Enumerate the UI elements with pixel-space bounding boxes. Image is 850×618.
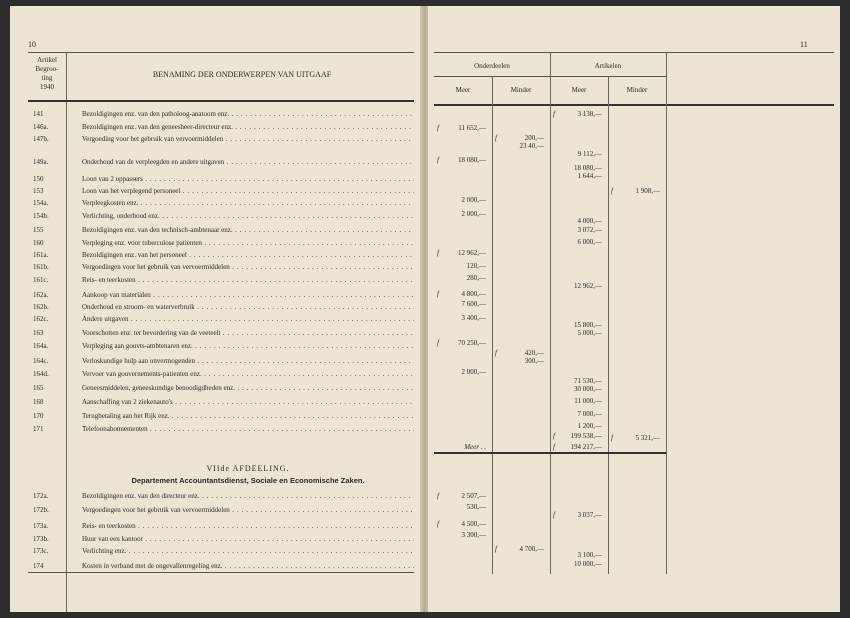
article-number: 174 bbox=[33, 562, 44, 570]
amount-value: 120,— bbox=[466, 262, 486, 270]
header-bottom-rule-right bbox=[434, 104, 834, 106]
expense-description: Verloskundige hulp aan onvermogenden . . . bbox=[82, 357, 414, 366]
amount-value: 2 507,— bbox=[461, 492, 486, 500]
amount-value: 5 321,— bbox=[635, 434, 660, 442]
amount-value: 3 037,— bbox=[577, 511, 602, 519]
amount-value: 4 700,— bbox=[519, 545, 544, 553]
article-number: 149a. bbox=[33, 158, 49, 166]
amount-value: 2 000,— bbox=[461, 210, 486, 218]
amount-value: 7 000,— bbox=[577, 410, 602, 418]
expense-description: Bezoldigingen enz. van het personeel . . . bbox=[82, 251, 414, 260]
currency-symbol: f bbox=[437, 124, 439, 132]
col-line bbox=[666, 52, 667, 574]
onderdeelen-header: Onderdeelen bbox=[474, 62, 510, 70]
article-number: 141 bbox=[33, 110, 44, 118]
expense-description: Telefoonabonnementen . . . bbox=[82, 425, 414, 434]
article-number: 163 bbox=[33, 329, 44, 337]
amount-value: 5 000,— bbox=[577, 329, 602, 337]
article-number: 164c. bbox=[33, 357, 49, 365]
expense-description: Geneesmiddelen, geneeskundige benoodigdheden enz. . . . bbox=[82, 384, 414, 393]
article-number: 168 bbox=[33, 398, 44, 406]
bottom-rule bbox=[28, 572, 414, 573]
left-page bbox=[10, 6, 422, 612]
amount-value: 3 100,— bbox=[577, 551, 602, 559]
article-number: 162b. bbox=[33, 303, 49, 311]
col-artikel-line: Artikel bbox=[37, 56, 57, 64]
expense-description: Onderhoud van de verpleegden en andere uitgaven . . . bbox=[82, 158, 414, 167]
expense-description: Verpleging aan gouvts-ambtenaren enz. . . . bbox=[82, 342, 414, 351]
currency-symbol: f bbox=[495, 545, 497, 553]
amount-value: 18 080,— bbox=[574, 164, 602, 172]
col-artikel-line: Begroo- bbox=[35, 65, 59, 73]
amount-value: 3 138,— bbox=[577, 110, 602, 118]
meer-header-2: Meer bbox=[571, 86, 587, 94]
currency-symbol: f bbox=[495, 134, 497, 142]
article-number: 147b. bbox=[33, 135, 49, 143]
article-number: 173a. bbox=[33, 522, 49, 530]
article-number: 173c. bbox=[33, 547, 49, 555]
currency-symbol: f bbox=[437, 156, 439, 164]
minder-header-1: Minder bbox=[510, 86, 532, 94]
amount-value: 4 000,— bbox=[577, 217, 602, 225]
amount-value: 12 962,— bbox=[458, 249, 486, 257]
article-number: 165 bbox=[33, 384, 44, 392]
currency-symbol: f bbox=[437, 249, 439, 257]
amount-value: 15 800,— bbox=[574, 321, 602, 329]
article-number: 161b. bbox=[33, 263, 49, 271]
currency-symbol: f bbox=[495, 349, 497, 357]
amount-value: Meer . . bbox=[464, 443, 486, 451]
amount-value: 280,— bbox=[466, 274, 486, 282]
col-artikel-line: 1940 bbox=[40, 83, 54, 91]
article-number: 154a. bbox=[33, 199, 49, 207]
article-number: 161a. bbox=[33, 251, 49, 259]
amount-value: 12 962,— bbox=[574, 282, 602, 290]
article-number: 164d. bbox=[33, 370, 49, 378]
expense-description: Bezoldigingen enz. van den technisch-ambtenaar enz. . . . bbox=[82, 226, 414, 235]
article-number: 171 bbox=[33, 425, 44, 433]
amount-value: 2 000,— bbox=[461, 196, 486, 204]
expense-description: Voorschotten enz. ter bevordering van de veeteelt . . . bbox=[82, 329, 414, 338]
currency-symbol: f bbox=[611, 434, 613, 442]
amount-value: 4 800,— bbox=[461, 290, 486, 298]
article-number: 155 bbox=[33, 226, 44, 234]
amount-value: 300,— bbox=[524, 357, 544, 365]
meer-header-1: Meer bbox=[455, 86, 471, 94]
article-number: 162c. bbox=[33, 315, 49, 323]
amount-value: 10 000,— bbox=[574, 560, 602, 568]
column-divider bbox=[66, 52, 67, 612]
header-top-rule-right bbox=[434, 52, 834, 53]
currency-symbol: f bbox=[611, 187, 613, 195]
page-number-right: 11 bbox=[800, 40, 808, 49]
col-artikel-header bbox=[28, 56, 66, 92]
section-subtitle: Departement Accountantsdienst, Sociale en Economische Zaken. bbox=[131, 476, 365, 485]
expense-description: Terugbetaling aan het Rijk enz. . . . bbox=[82, 412, 414, 421]
expense-description: Bezoldigingen enz. van den geneesheer-directeur enz. . . . bbox=[82, 123, 414, 132]
expense-description: Vergoeding voor het gebruik van vervoermiddelen . . . bbox=[82, 135, 414, 144]
artikelen-header: Artikelen bbox=[594, 62, 622, 70]
amount-value: 530,— bbox=[466, 503, 486, 511]
expense-description: Onderhoud en stroom- en waterverbruik . . . bbox=[82, 303, 414, 312]
expense-description: Verlichting enz. . . . bbox=[82, 547, 414, 556]
page-number-left: 10 bbox=[28, 40, 36, 49]
article-number: 172b. bbox=[33, 506, 49, 514]
amount-value: 9 112,— bbox=[577, 150, 602, 158]
amount-value: 3 400,— bbox=[461, 314, 486, 322]
currency-symbol: f bbox=[437, 339, 439, 347]
expense-description: Aankoop van materialen . . . bbox=[82, 291, 414, 300]
article-number: 162a. bbox=[33, 291, 49, 299]
amount-value: 11 000,— bbox=[574, 397, 602, 405]
header-bottom-rule bbox=[28, 100, 414, 102]
expense-description: Verpleging enz. voor tuberculose patienten . . . bbox=[82, 239, 414, 248]
article-number: 172a. bbox=[33, 492, 49, 500]
amount-value: 200,— bbox=[524, 134, 544, 142]
amount-value: 1 644,— bbox=[577, 172, 602, 180]
article-number: 173b. bbox=[33, 535, 49, 543]
col-line bbox=[550, 52, 551, 574]
expense-description: Vergoedingen voor het gebruik van vervoermiddelen . . . bbox=[82, 263, 414, 272]
currency-symbol: f bbox=[553, 432, 555, 440]
total-rule bbox=[434, 452, 666, 454]
section-title: VIIde AFDEELING. bbox=[206, 464, 290, 473]
article-number: 146a. bbox=[33, 123, 49, 131]
article-number: 160 bbox=[33, 239, 44, 247]
article-number: 164a. bbox=[33, 342, 49, 350]
expense-description: Aanschaffing van 2 ziekenauto's . . . bbox=[82, 398, 414, 407]
amount-value: 70 250,— bbox=[458, 339, 486, 347]
expense-description: Loon van 2 oppassers . . . bbox=[82, 175, 414, 184]
amount-value: 11 652,— bbox=[458, 124, 486, 132]
amount-value: 1 908,— bbox=[635, 187, 660, 195]
expense-description: Andere uitgaven . . . bbox=[82, 315, 414, 324]
col-line bbox=[608, 76, 609, 574]
expense-description: Bezoldigingen enz. van den patholoog-anatoom enz. . . . bbox=[82, 110, 414, 119]
currency-symbol: f bbox=[437, 492, 439, 500]
amount-value: 199 538,— bbox=[570, 432, 602, 440]
expense-description: Reis- en teerkosten . . . bbox=[82, 276, 414, 285]
expense-description: Verpleegkosten enz. . . . bbox=[82, 199, 414, 208]
col-benaming-header: BENAMING DER ONDERWERPEN VAN UITGAAF bbox=[152, 70, 332, 79]
expense-description: Kosten in verband met de ongevallenregeling enz. . . . bbox=[82, 562, 414, 571]
amount-value: 6 000,— bbox=[577, 238, 602, 246]
article-number: 153 bbox=[33, 187, 44, 195]
article-number: 161c. bbox=[33, 276, 49, 284]
amount-value: 23 40,— bbox=[519, 142, 544, 150]
amount-value: 194 217,— bbox=[570, 443, 602, 451]
currency-symbol: f bbox=[553, 110, 555, 118]
amount-value: 420,— bbox=[524, 349, 544, 357]
amount-value: 71 530,— bbox=[574, 377, 602, 385]
expense-description: Bezoldigingen enz. van den directeur enz. . . . bbox=[82, 492, 414, 501]
amount-value: 7 600,— bbox=[461, 300, 486, 308]
col-artikel-line: ting bbox=[41, 74, 53, 82]
right-page bbox=[428, 6, 840, 612]
header-top-rule bbox=[28, 52, 414, 53]
currency-symbol: f bbox=[553, 511, 555, 519]
article-number: 170 bbox=[33, 412, 44, 420]
expense-description: Verlichting, onderhoud enz. . . . bbox=[82, 212, 414, 221]
expense-description: Vergoedingen voor het gebruik van vervoermiddelen . . . bbox=[82, 506, 414, 515]
expense-description: Vervoer van gouvernements-patienten enz. . . . bbox=[82, 370, 414, 379]
amount-value: 30 000,— bbox=[574, 385, 602, 393]
currency-symbol: f bbox=[553, 443, 555, 451]
amount-value: 1 200,— bbox=[577, 422, 602, 430]
amount-value: 3 072,— bbox=[577, 226, 602, 234]
expense-description: Loon van het verplegend personeel . . . bbox=[82, 187, 414, 196]
expense-description: Reis- en teerkosten . . . bbox=[82, 522, 414, 531]
currency-symbol: f bbox=[437, 520, 439, 528]
article-number: 154b. bbox=[33, 212, 49, 220]
currency-symbol: f bbox=[437, 290, 439, 298]
expense-description: Huur van een kantoor . . . bbox=[82, 535, 414, 544]
amount-value: 4 500,— bbox=[461, 520, 486, 528]
amount-value: 2 000,— bbox=[461, 368, 486, 376]
amount-value: 3 300,— bbox=[461, 531, 486, 539]
amount-value: 18 080,— bbox=[458, 156, 486, 164]
minder-header-2: Minder bbox=[626, 86, 648, 94]
article-number: 150 bbox=[33, 175, 44, 183]
